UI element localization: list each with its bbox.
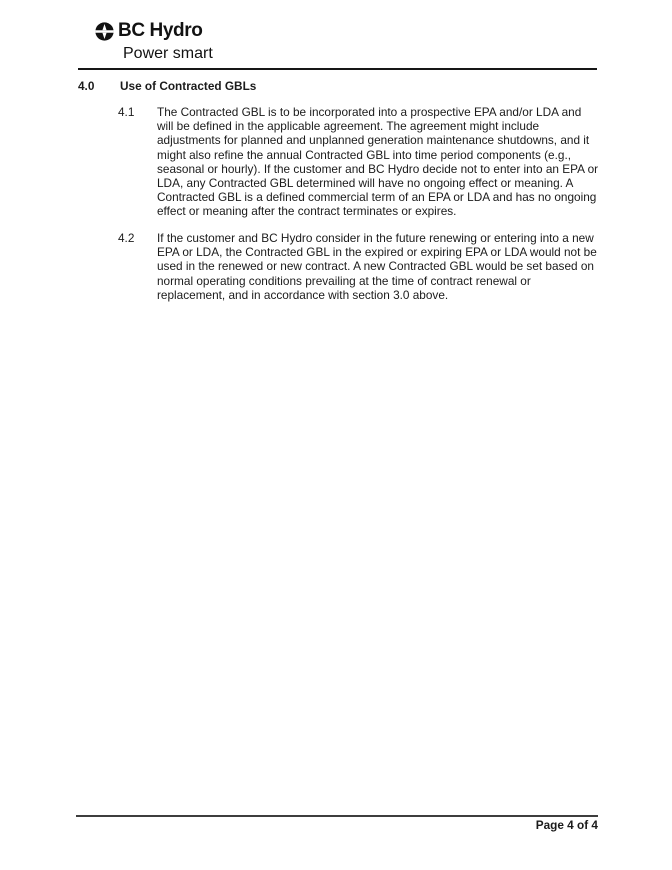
footer-rule — [76, 815, 598, 817]
section-title: Use of Contracted GBLs — [120, 79, 257, 93]
bc-hydro-power-icon — [95, 22, 114, 41]
section-heading — [78, 79, 598, 93]
header-rule — [78, 68, 597, 70]
page-number-label: Page 4 of 4 — [535, 818, 598, 832]
paragraph-4-2-text: If the customer and BC Hydro consider in the future renewing or entering into a new EPA or LDA, the Contracted GBL in the expired or expiring EPA or LDA would not be used in the renewed or new contract. A new Contracted GBL would be set based on normal operating conditions prevailing at the time of contract renewal or replacement, and in accordance with section 3.0 above. — [157, 231, 597, 302]
logo-brand-text: BC Hydro — [118, 20, 203, 41]
section-number: 4.0 — [78, 79, 95, 93]
logo-row — [95, 20, 213, 42]
paragraph-4-2-number: 4.2 — [118, 231, 135, 245]
logo-tagline: Power smart — [123, 45, 213, 62]
bc-hydro-logo — [95, 20, 213, 63]
paragraph-4-1-number: 4.1 — [118, 105, 135, 119]
paragraph-4-2 — [118, 231, 599, 302]
paragraph-4-1 — [118, 105, 599, 219]
paragraph-4-1-text: The Contracted GBL is to be incorporated into a prospective EPA and/or LDA and will be defined in the applicable agreement. The agreement might include adjustments for planned and unplanned generation maintenance shutdowns, and it might also refine the annual Contracted GBL into time period components (e.g., seasonal or hourly). If the customer and BC Hydro decide not to enter into an EPA or LDA, any Contracted GBL determined will have no ongoing effect or meaning. A Contracted GBL is a defined commercial term of an EPA or LDA and has no ongoing effect or meaning after the contract terminates or expires. — [157, 105, 599, 219]
